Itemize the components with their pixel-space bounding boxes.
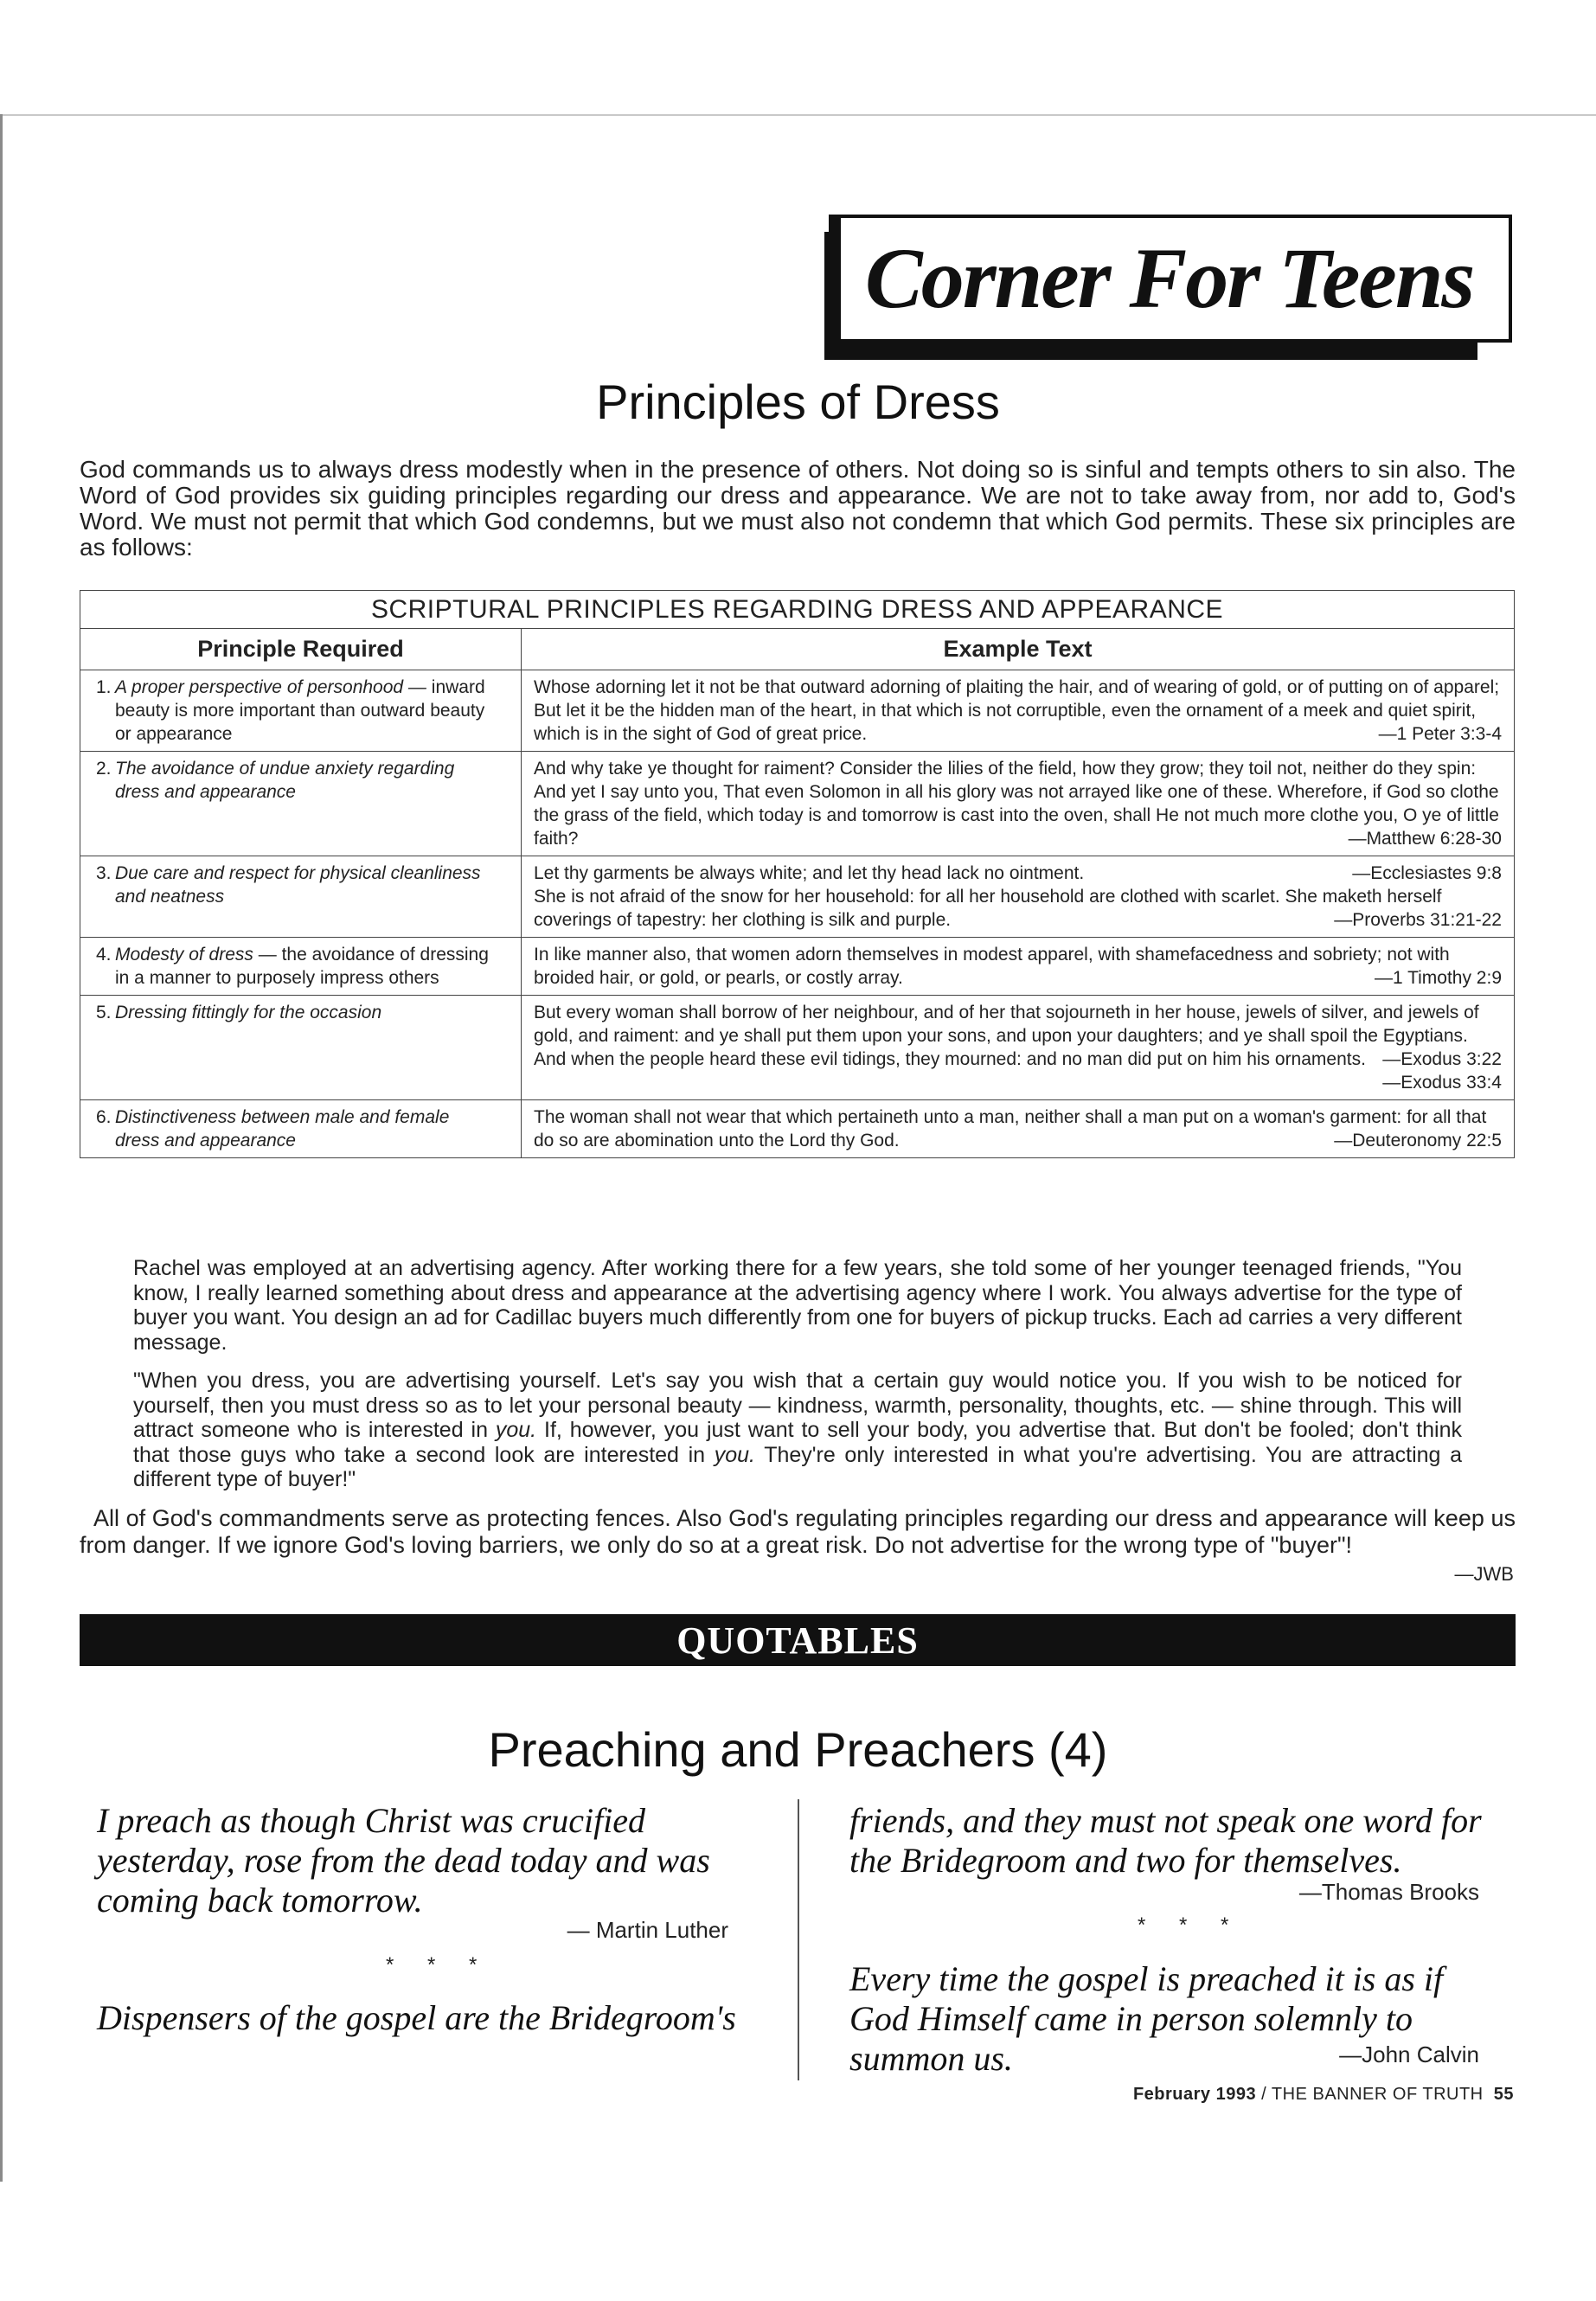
footer-publication: THE BANNER OF TRUTH [1271, 2085, 1484, 2104]
intro-paragraph: God commands us to always dress modestly when in the presence of others. Not doing so is sinful and tempts others to sin also. The Word of God provides six guiding principles regarding our dress and appearance. We are not to take away from, nor add to, God's Word. We must not permit that which God condemns, but we must also not condemn that which God permits. These six principles are as follows: [80, 456, 1516, 561]
principles-table [80, 590, 1515, 1158]
principle-number: 1. [96, 677, 112, 697]
scripture-text: Whose adorning let it not be that outward adorning of plaiting the hair, and of wearing of gold, or of putting on of apparel; But let it be the hidden man of the heart, in that which is not corruptible, even the ornament of a meek and quiet spirit, which is in the sight of God of great price. [534, 677, 1500, 744]
quotables-title: Preaching and Preachers (4) [488, 1722, 1108, 1777]
page-edge-top [0, 114, 1596, 116]
scripture-reference: —Deuteronomy 22:5 [1334, 1131, 1502, 1150]
principle-cell [80, 670, 522, 752]
principle-number: 3. [96, 863, 112, 883]
scripture-reference: —Proverbs 31:21-22 [1334, 910, 1502, 930]
scripture-reference: —Matthew 6:28-30 [1348, 829, 1502, 849]
closing-paragraph: All of God's commandments serve as protecting fences. Also God's regulating principles regarding our dress and appearance will keep us from danger. If we ignore God's loving barriers, we only do so at a great risk. Do not advertise for the wrong type of "buyer"! [80, 1505, 1516, 1558]
story-paragraph-2 [133, 1368, 1462, 1492]
scripture-reference: —1 Timothy 2:9 [1374, 968, 1502, 988]
article-title: Principles of Dress [596, 375, 1000, 429]
column-divider [798, 1799, 799, 2080]
quotables-label: QUOTABLES [676, 1619, 919, 1662]
column-header-principle: Principle Required [80, 629, 522, 670]
story-paragraph-1: Rachel was employed at an advertising agency. After working there for a few years, she told some of her younger teenaged friends, "You know, I really learned something about dress and appearance at the advertising agency where I work. You always advertise for the type of buyer you want. You design an ad for Cadillac buyers much differently from one for buyers of pickup trucks. Each ad carries a very different message. [133, 1256, 1462, 1355]
scripture-reference: —1 Peter 3:3-4 [1378, 724, 1502, 744]
example-cell [522, 1100, 1515, 1158]
quote-brooks-end: friends, and they must not speak one word for the Bridegroom and two for themselves. [849, 1801, 1482, 1880]
author-signoff: —JWB [1454, 1563, 1514, 1585]
quotables-banner [80, 1614, 1516, 1666]
quote-attribution-luther: — Martin Luther [567, 1917, 728, 1943]
table-row [80, 938, 1515, 996]
principle-emphasis: Due care and respect for physical cleanliness and neatness [115, 863, 481, 907]
example-cell [522, 856, 1515, 938]
principle-number: 2. [96, 759, 112, 779]
table-row [80, 1100, 1515, 1158]
scripture-text: In like manner also, that women adorn themselves in modest apparel, with shamefacedness and sobriety; not with broided hair, or gold, or pearls, or costly array. [534, 945, 1450, 988]
principle-detail: inward beauty is more important than outward beauty or appearance [115, 677, 485, 744]
scripture-text: The woman shall not wear that which pertaineth unto a man, neither shall a man put on a woman's garment: for all that do so are abomination unto the Lord thy God. [534, 1107, 1487, 1150]
table-caption: SCRIPTURAL PRINCIPLES REGARDING DRESS AND APPEARANCE [80, 591, 1515, 629]
page-footer [1133, 2085, 1514, 2105]
principle-cell [80, 752, 522, 856]
principle-cell [80, 856, 522, 938]
page-number: 55 [1493, 2085, 1514, 2104]
separator-stars: * * * [386, 1953, 491, 1977]
example-cell [522, 670, 1515, 752]
section-title: Corner For Teens [865, 230, 1474, 326]
table-row [80, 996, 1515, 1100]
table-row [80, 856, 1515, 938]
table-row [80, 670, 1515, 752]
principle-number: 6. [96, 1107, 112, 1127]
principle-number: 5. [96, 1003, 112, 1022]
quote-attribution-brooks: —Thomas Brooks [1298, 1879, 1479, 1905]
scripture-reference: —Ecclesiastes 9:8 [1352, 863, 1502, 883]
story-emphasis: you. [714, 1442, 755, 1467]
story-text: They're only interested in what you're advertising. You are attracting a different type of buyer!" [133, 1442, 1462, 1491]
principle-emphasis: A proper perspective of personhood — [115, 677, 426, 697]
principle-cell [80, 996, 522, 1100]
principle-emphasis: Modesty of dress [115, 945, 253, 965]
quote-attribution-calvin: —John Calvin [1339, 2041, 1479, 2067]
scripture-reference: —Exodus 33:4 [1382, 1073, 1502, 1093]
scripture-text: But every woman shall borrow of her neighbour, and of her that sojourneth in her house, jewels of silver, and jewels of gold, and raiment: and ye shall put them upon your sons, and upon your daughters; and ye shall spoil the Egyptians. [534, 1003, 1479, 1046]
scripture-text: She is not afraid of the snow for her household: for all her household are clothed with scarlet. She maketh herself coverings of tapestry: her clothing is silk and purple. [534, 887, 1442, 930]
quote-brooks-start: Dispensers of the gospel are the Bridegroom's [97, 1998, 736, 2037]
quote-calvin: Every time the gospel is preached it is as if God Himself came in person solemnly to summon us. [849, 1959, 1444, 2078]
scripture-reference: —Exodus 3:22 [1382, 1049, 1502, 1069]
scripture-text: Let thy garments be always white; and let thy head lack no ointment. [534, 863, 1085, 883]
footer-date: February 1993 [1132, 2085, 1257, 2104]
story-emphasis: you. [495, 1418, 537, 1442]
story-text: If, however, you just want to sell your body, you advertise that. But don't be fooled; don't think that those guys who take a second look are interested in [133, 1418, 1462, 1467]
example-cell [522, 752, 1515, 856]
principle-detail: — the avoidance of dressing in a manner to purposely impress others [115, 945, 489, 988]
story-text: "When you dress, you are advertising yourself. Let's say you wish that a certain guy would notice you. If you wish to be noticed for yourself, then you must dress so as to let your personal beauty — kindness, warmth, personality, thoughts, etc. — shine through. This will attract someone who is interested in [133, 1368, 1462, 1442]
principle-emphasis: Distinctiveness between male and female dress and appearance [115, 1107, 450, 1150]
principle-emphasis: The avoidance of undue anxiety regarding dress and appearance [115, 759, 455, 802]
column-header-example: Example Text [522, 629, 1515, 670]
example-cell [522, 996, 1515, 1100]
table-row [80, 752, 1515, 856]
principle-cell [80, 938, 522, 996]
principle-cell [80, 1100, 522, 1158]
principle-number: 4. [96, 945, 112, 965]
principle-emphasis: Dressing fittingly for the occasion [115, 1003, 382, 1022]
scripture-text: And why take ye thought for raiment? Consider the lilies of the field, how they grow; they toil not, neither do they spin: And yet I say unto you, That even Solomon in all his glory was not arrayed like one of these. Wherefore, if God so clothe the grass of the field, which today is and tomorrow is cast into the oven, shall He not much more clothe you, O ye of little faith? [534, 759, 1499, 849]
footer-separator: / [1256, 2085, 1272, 2104]
quote-luther: I preach as though Christ was crucified yesterday, rose from the dead today and was coming back tomorrow. [97, 1801, 710, 1920]
separator-stars: * * * [1138, 1913, 1243, 1937]
scripture-text: And when the people heard these evil tidings, they mourned: and no man did put on him his ornaments. [534, 1049, 1366, 1069]
header-accent-bar [829, 215, 841, 360]
example-cell [522, 938, 1515, 996]
